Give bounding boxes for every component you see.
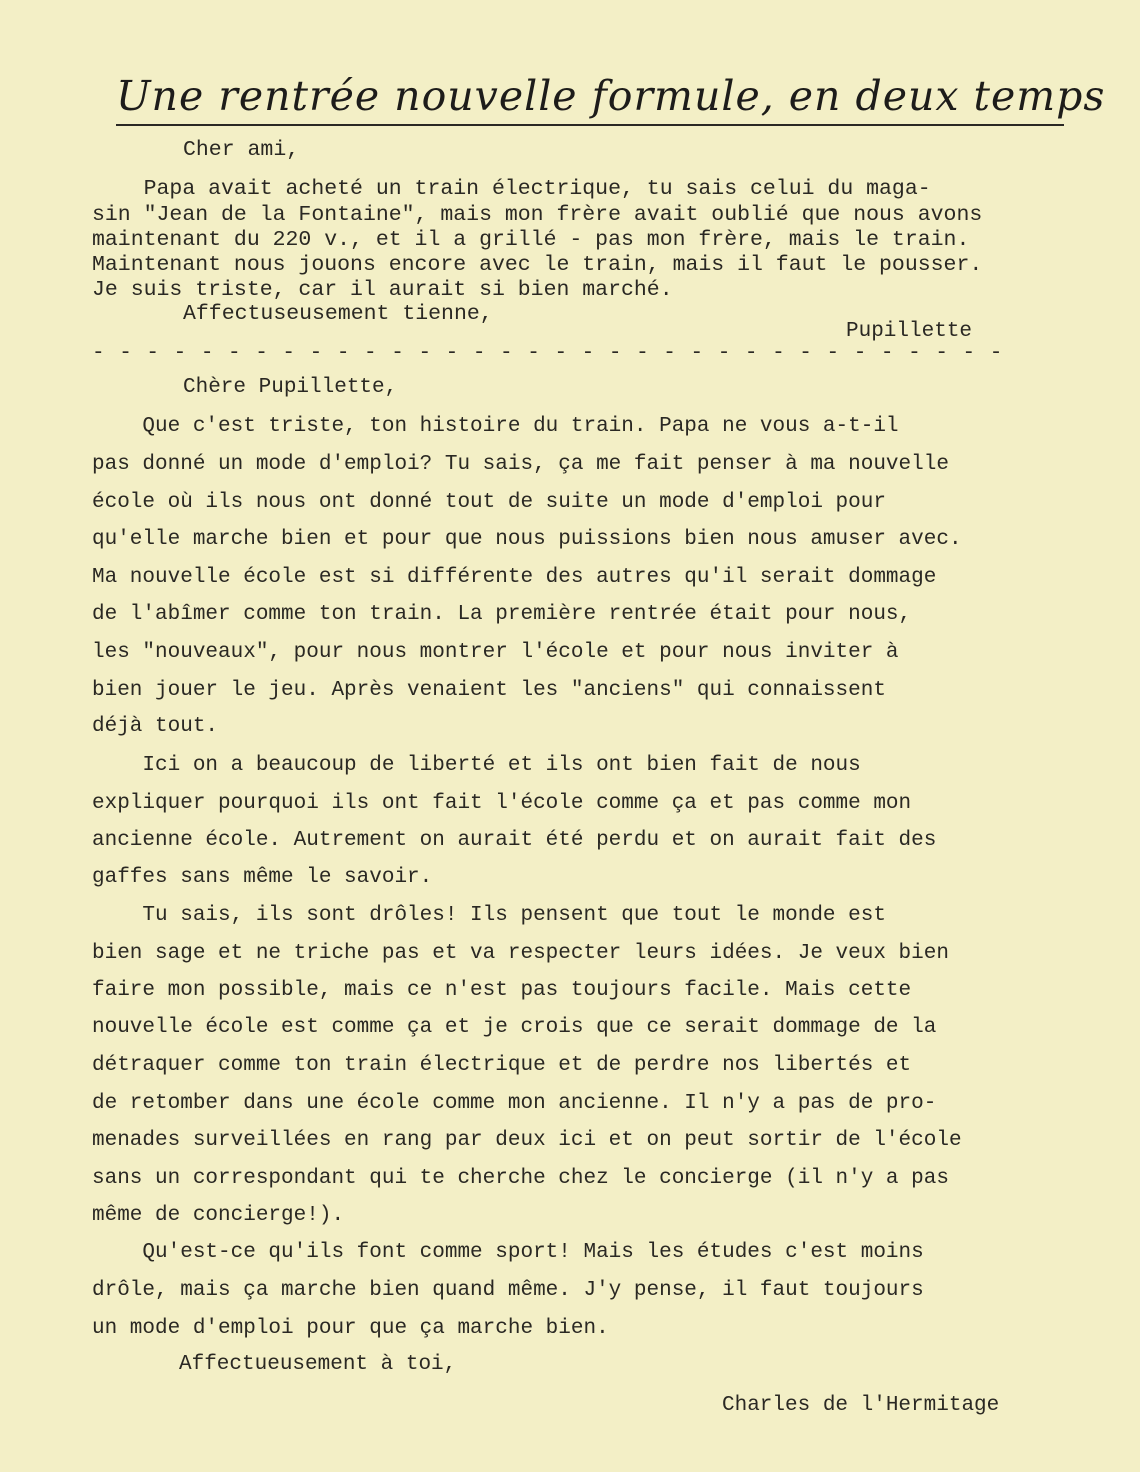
letter-two-line: faire mon possible, mais ce n'est pas toujours facile. Mais cette (92, 979, 912, 1002)
letter-two-line: bien jouer le jeu. Après venaient les "anciens" qui connaissent (92, 679, 886, 702)
letter-two-closing: Affectueusement à toi, (179, 1353, 457, 1376)
letter-one-line: Papa avait acheté un train électrique, tu sais celui du maga- (92, 177, 931, 201)
letter-two-line: Que c'est triste, ton histoire du train. Papa ne vous a-t-il (92, 415, 899, 438)
letter-one-line: sin "Jean de la Fontaine", mais mon frère avait oublié que nous avons (92, 203, 983, 227)
letter-two-line: école où ils nous ont donné tout de suite un mode d'emploi pour (92, 491, 886, 514)
letter-two-line: détraquer comme ton train électrique et de perdre nos libertés et (92, 1054, 912, 1077)
letter-two-line: de l'abîmer comme ton train. La première rentrée était pour nous, (92, 603, 912, 626)
letter-two-line: de retomber dans une école comme mon ancienne. Il n'y a pas de pro- (92, 1092, 937, 1115)
letter-two-line: bien sage et ne triche pas et va respecter leurs idées. Je veux bien (92, 942, 949, 965)
letter-two-line: gaffes sans même le savoir. (92, 866, 433, 889)
page-title: Une rentrée nouvelle formule, en deux temps (116, 72, 1106, 120)
letter-one-closing: Affectuseusement tienne, (183, 302, 493, 326)
letter-two-line: déjà tout. (92, 715, 219, 738)
letter-two-line: Tu sais, ils sont drôles! Ils pensent que tout le monde est (92, 904, 886, 927)
title-underline (116, 124, 1064, 126)
letter-two-line: pas donné un mode d'emploi? Tu sais, ça me fait penser à ma nouvelle (92, 453, 949, 476)
letter-two-line: drôle, mais ça marche bien quand même. J'y pense, il faut toujours (92, 1279, 924, 1302)
letter-two-line: expliquer pourquoi ils ont fait l'école comme ça et pas comme mon (92, 792, 912, 815)
letter-one-salutation: Cher ami, (183, 138, 300, 162)
letter-two-line: Ma nouvelle école est si différente des autres qu'il serait dommage (92, 566, 937, 589)
letter-two-salutation: Chère Pupillette, (183, 376, 398, 399)
letter-two-line: qu'elle marche bien et pour que nous puissions bien nous amuser avec. (92, 528, 962, 551)
letter-one-line: maintenant du 220 v., et il a grillé - pas mon frère, mais le train. (92, 228, 970, 252)
letter-two-line: nouvelle école est comme ça et je crois que ce serait dommage de la (92, 1016, 937, 1039)
letter-two-line: même de concierge!). (92, 1204, 345, 1227)
letter-two-line: ancienne école. Autrement on aurait été perdu et on aurait fait des (92, 829, 937, 852)
letter-two-line: Qu'est-ce qu'ils font comme sport! Mais les études c'est moins (92, 1241, 924, 1264)
letter-one-line: Je suis triste, car il aurait si bien marché. (92, 278, 673, 302)
letter-two-line: menades surveillées en rang par deux ici et on peut sortir de l'école (92, 1129, 962, 1152)
letter-two-line: un mode d'emploi pour que ça marche bien. (92, 1317, 609, 1340)
letter-one-signature: Pupillette (846, 320, 973, 343)
letter-one-line: Maintenant nous jouons encore avec le train, mais il faut le pousser. (92, 253, 983, 277)
separator-line: - - - - - - - - - - - - - - - - - - - - - - - - - - - - - - - - - - (92, 342, 1004, 365)
letter-two-line: Ici on a beaucoup de liberté et ils ont bien fait de nous (92, 754, 861, 777)
letter-two-line: les "nouveaux", pour nous montrer l'école et pour nous inviter à (92, 641, 899, 664)
letter-two-signature: Charles de l'Hermitage (722, 1394, 1000, 1417)
letter-two-line: sans un correspondant qui te cherche chez le concierge (il n'y a pas (92, 1167, 949, 1190)
